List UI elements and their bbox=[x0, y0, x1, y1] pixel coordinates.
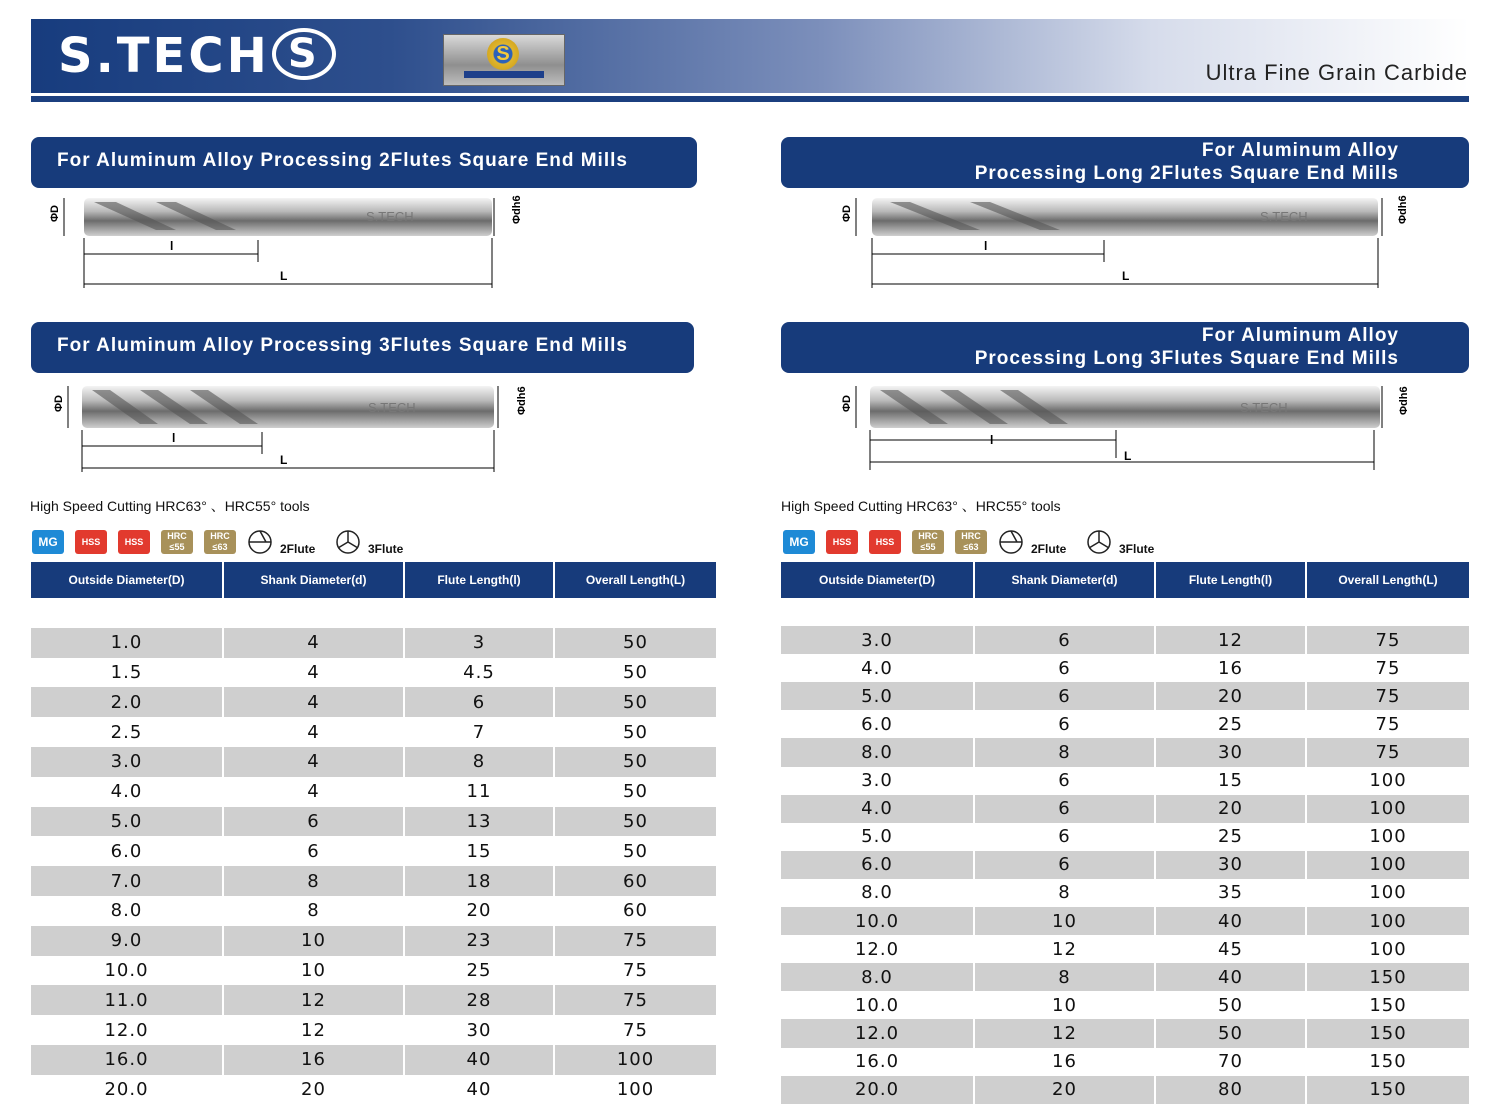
table-row bbox=[781, 682, 1469, 710]
diameter-label: ΦD bbox=[841, 395, 853, 412]
table-cell: 16 bbox=[223, 1045, 404, 1075]
tool-marking: S.TECH bbox=[366, 209, 414, 224]
overall-length-label: L bbox=[1122, 269, 1130, 283]
table-cell: 8 bbox=[974, 963, 1155, 991]
table-cell: 150 bbox=[1306, 963, 1469, 991]
icon-row-left bbox=[32, 530, 432, 560]
tagline: Ultra Fine Grain Carbide bbox=[1205, 60, 1468, 85]
table-cell: 75 bbox=[1306, 682, 1469, 710]
table-cell: 50 bbox=[1155, 991, 1306, 1019]
table-cell: 50 bbox=[554, 717, 716, 747]
table-cell: 6 bbox=[974, 626, 1155, 654]
table-cell: 50 bbox=[554, 658, 716, 688]
table-header-row bbox=[781, 562, 1469, 598]
table-cell: 80 bbox=[1155, 1076, 1306, 1104]
table-cell: 150 bbox=[1306, 1019, 1469, 1047]
table-cell: 25 bbox=[404, 956, 554, 986]
table-cell: 6 bbox=[974, 851, 1155, 879]
tool-marking: S.TECH bbox=[1260, 209, 1308, 224]
drawing-3flutes bbox=[40, 382, 540, 478]
table-cell: 11.0 bbox=[31, 985, 223, 1015]
two-flute-label: 2Flute bbox=[280, 542, 316, 556]
table-row bbox=[781, 935, 1469, 963]
table-row bbox=[31, 866, 716, 896]
table-cell: 6 bbox=[974, 795, 1155, 823]
table-cell: 60 bbox=[554, 896, 716, 926]
table-cell: 2.0 bbox=[31, 687, 223, 717]
table-row bbox=[781, 738, 1469, 766]
table-cell: 6 bbox=[404, 687, 554, 717]
table-cell: 10.0 bbox=[781, 991, 974, 1019]
table-spacer bbox=[31, 598, 716, 628]
table-cell: 16.0 bbox=[31, 1045, 223, 1075]
table-cell: 12.0 bbox=[781, 1019, 974, 1047]
table-header-row bbox=[31, 562, 716, 598]
drawing-long-2flutes bbox=[830, 192, 1410, 294]
column-header: Outside Diameter(D) bbox=[31, 562, 223, 598]
table-cell: 16.0 bbox=[781, 1048, 974, 1076]
table-cell: 3 bbox=[404, 628, 554, 658]
mg-coating-icon: MG bbox=[32, 530, 64, 554]
overall-length-label: L bbox=[280, 453, 288, 467]
table-cell: 20 bbox=[974, 1076, 1155, 1104]
table-cell: 1.0 bbox=[31, 628, 223, 658]
overall-length-label: L bbox=[280, 269, 288, 283]
table-cell: 50 bbox=[554, 836, 716, 866]
banner-long-2flutes-line1: For Aluminum Alloy bbox=[1201, 140, 1399, 161]
column-header: Shank Diameter(d) bbox=[223, 562, 404, 598]
material-icon-1: HSS bbox=[826, 530, 858, 554]
table-cell: 30 bbox=[1155, 851, 1306, 879]
table-cell: 1.5 bbox=[31, 658, 223, 688]
table-cell: 8.0 bbox=[781, 879, 974, 907]
table-cell: 16 bbox=[974, 1048, 1155, 1076]
caption-left: High Speed Cutting HRC63° 、HRC55° tools bbox=[30, 498, 310, 514]
table-cell: 9.0 bbox=[31, 926, 223, 956]
table-cell: 12.0 bbox=[31, 1015, 223, 1045]
table-cell: 10 bbox=[974, 991, 1155, 1019]
table-cell: 6 bbox=[974, 823, 1155, 851]
table-row bbox=[31, 687, 716, 717]
mg-coating-icon: MG bbox=[783, 530, 815, 554]
table-row bbox=[781, 907, 1469, 935]
table-cell: 7.0 bbox=[31, 866, 223, 896]
table-cell: 16 bbox=[1155, 654, 1306, 682]
table-cell: 50 bbox=[1155, 1019, 1306, 1047]
brand-text: S.TECH bbox=[58, 28, 270, 84]
two-flute-icon bbox=[244, 530, 280, 556]
table-cell: 11 bbox=[404, 777, 554, 807]
table-row bbox=[781, 851, 1469, 879]
drawing-long-3flutes bbox=[830, 382, 1410, 478]
diameter-label: ΦD bbox=[49, 205, 61, 222]
s-tech-emblem-icon bbox=[443, 34, 565, 86]
table-row bbox=[31, 777, 716, 807]
table-cell: 8.0 bbox=[781, 963, 974, 991]
table-cell: 15 bbox=[404, 836, 554, 866]
table-row bbox=[31, 836, 716, 866]
table-cell: 4.0 bbox=[31, 777, 223, 807]
table-cell: 4.0 bbox=[781, 795, 974, 823]
diameter-label: ΦD bbox=[841, 205, 853, 222]
table-cell: 45 bbox=[1155, 935, 1306, 963]
table-cell: 7 bbox=[404, 717, 554, 747]
material-icon-2: HSS bbox=[869, 530, 901, 554]
table-row bbox=[781, 1048, 1469, 1076]
two-flute-icon bbox=[995, 530, 1031, 556]
flute-length-label: l bbox=[990, 433, 994, 447]
flute-length-label: l bbox=[172, 431, 176, 445]
table-cell: 10 bbox=[974, 907, 1155, 935]
table-cell: 20.0 bbox=[31, 1075, 223, 1105]
table-cell: 20.0 bbox=[781, 1076, 974, 1104]
table-row bbox=[781, 654, 1469, 682]
table-cell: 4 bbox=[223, 717, 404, 747]
header-rule bbox=[31, 96, 1469, 102]
table-row bbox=[31, 1075, 716, 1105]
hrc63-icon: HRC ≤63 bbox=[955, 530, 987, 554]
table-row bbox=[31, 926, 716, 956]
table-cell: 6 bbox=[974, 654, 1155, 682]
table-cell: 40 bbox=[404, 1045, 554, 1075]
flute-length-label: l bbox=[984, 239, 988, 253]
table-cell: 6 bbox=[223, 807, 404, 837]
table-cell: 100 bbox=[1306, 907, 1469, 935]
table-row bbox=[31, 628, 716, 658]
table-row bbox=[31, 985, 716, 1015]
table-row bbox=[31, 807, 716, 837]
column-header: Flute Length(l) bbox=[404, 562, 554, 598]
column-header: Overall Length(L) bbox=[554, 562, 716, 598]
table-row bbox=[31, 896, 716, 926]
table-cell: 100 bbox=[1306, 767, 1469, 795]
drawing-2flutes bbox=[36, 192, 536, 294]
table-cell: 5.0 bbox=[31, 807, 223, 837]
table-cell: 100 bbox=[554, 1075, 716, 1105]
table-cell: 4 bbox=[223, 658, 404, 688]
table-cell: 10.0 bbox=[31, 956, 223, 986]
table-cell: 12.0 bbox=[781, 935, 974, 963]
hrc55-icon: HRC ≤55 bbox=[161, 530, 193, 554]
table-cell: 6 bbox=[223, 836, 404, 866]
shank-label: Φdh6 bbox=[1398, 386, 1410, 415]
table-cell: 4 bbox=[223, 747, 404, 777]
table-cell: 8.0 bbox=[31, 896, 223, 926]
diameter-label: ΦD bbox=[53, 395, 65, 412]
material-icon-2: HSS bbox=[118, 530, 150, 554]
table-cell: 8 bbox=[404, 747, 554, 777]
table-cell: 6 bbox=[974, 767, 1155, 795]
table-cell: 5.0 bbox=[781, 682, 974, 710]
table-cell: 40 bbox=[404, 1075, 554, 1105]
table-cell: 75 bbox=[554, 1015, 716, 1045]
table-cell: 100 bbox=[1306, 879, 1469, 907]
column-header: Shank Diameter(d) bbox=[974, 562, 1155, 598]
banner-2flutes: For Aluminum Alloy Processing 2Flutes Square End Mills bbox=[31, 137, 697, 188]
banner-long-3flutes-line1: For Aluminum Alloy bbox=[1201, 325, 1399, 346]
table-cell: 3.0 bbox=[781, 767, 974, 795]
table-cell: 15 bbox=[1155, 767, 1306, 795]
flute-length-label: l bbox=[170, 239, 174, 253]
table-row bbox=[781, 710, 1469, 738]
table-row bbox=[781, 767, 1469, 795]
table-cell: 8 bbox=[974, 879, 1155, 907]
table-cell: 13 bbox=[404, 807, 554, 837]
caption-right: High Speed Cutting HRC63° 、HRC55° tools bbox=[781, 498, 1061, 514]
table-row bbox=[781, 1076, 1469, 1104]
banner-long-2flutes bbox=[781, 137, 1469, 188]
table-cell: 6 bbox=[974, 682, 1155, 710]
table-cell: 8 bbox=[223, 896, 404, 926]
table-cell: 40 bbox=[1155, 907, 1306, 935]
banner-long-2flutes-line2: Processing Long 2Flutes Square End Mills bbox=[974, 163, 1399, 184]
table-cell: 25 bbox=[1155, 710, 1306, 738]
table-row bbox=[781, 626, 1469, 654]
table-cell: 4.0 bbox=[781, 654, 974, 682]
table-cell: 100 bbox=[1306, 823, 1469, 851]
table-cell: 10 bbox=[223, 926, 404, 956]
hrc55-icon: HRC ≤55 bbox=[912, 530, 944, 554]
table-row bbox=[31, 658, 716, 688]
table-row bbox=[31, 717, 716, 747]
table-cell: 12 bbox=[223, 985, 404, 1015]
table-cell: 60 bbox=[554, 866, 716, 896]
emblem-disc: S bbox=[487, 38, 519, 70]
table-cell: 3.0 bbox=[781, 626, 974, 654]
three-flute-icon bbox=[332, 530, 368, 556]
table-row bbox=[31, 956, 716, 986]
shank-label: Φdh6 bbox=[516, 386, 528, 415]
spec-table-right bbox=[781, 562, 1469, 1104]
table-cell: 30 bbox=[1155, 738, 1306, 766]
table-cell: 8 bbox=[974, 738, 1155, 766]
brand-circle-mark: S bbox=[272, 28, 336, 80]
table-row bbox=[781, 795, 1469, 823]
table-cell: 4 bbox=[223, 687, 404, 717]
table-row bbox=[781, 963, 1469, 991]
table-cell: 75 bbox=[1306, 654, 1469, 682]
table-cell: 4 bbox=[223, 628, 404, 658]
table-cell: 6.0 bbox=[31, 836, 223, 866]
table-row bbox=[781, 879, 1469, 907]
table-cell: 18 bbox=[404, 866, 554, 896]
two-flute-label: 2Flute bbox=[1031, 542, 1067, 556]
table-cell: 35 bbox=[1155, 879, 1306, 907]
table-cell: 50 bbox=[554, 777, 716, 807]
hrc63-icon: HRC ≤63 bbox=[204, 530, 236, 554]
banner-long-3flutes-line2: Processing Long 3Flutes Square End Mills bbox=[974, 348, 1399, 369]
table-cell: 150 bbox=[1306, 1048, 1469, 1076]
table-cell: 20 bbox=[404, 896, 554, 926]
table-cell: 8 bbox=[223, 866, 404, 896]
table-cell: 3.0 bbox=[31, 747, 223, 777]
table-cell: 75 bbox=[554, 985, 716, 1015]
emblem-strip bbox=[464, 71, 544, 78]
column-header: Overall Length(L) bbox=[1306, 562, 1469, 598]
three-flute-icon bbox=[1083, 530, 1119, 556]
shank-label: Φdh6 bbox=[1397, 195, 1409, 224]
column-header: Outside Diameter(D) bbox=[781, 562, 974, 598]
brand-logo bbox=[58, 28, 336, 84]
table-cell: 12 bbox=[974, 935, 1155, 963]
column-header: Flute Length(l) bbox=[1155, 562, 1306, 598]
table-cell: 40 bbox=[1155, 963, 1306, 991]
table-cell: 23 bbox=[404, 926, 554, 956]
table-cell: 75 bbox=[1306, 710, 1469, 738]
table-cell: 4 bbox=[223, 777, 404, 807]
table-cell: 100 bbox=[1306, 851, 1469, 879]
table-row bbox=[781, 991, 1469, 1019]
three-flute-label: 3Flute bbox=[368, 542, 404, 556]
table-cell: 50 bbox=[554, 628, 716, 658]
tool-marking: S.TECH bbox=[1240, 400, 1288, 415]
table-cell: 100 bbox=[1306, 795, 1469, 823]
spec-table-left bbox=[31, 562, 716, 1105]
table-cell: 75 bbox=[1306, 626, 1469, 654]
table-spacer bbox=[781, 598, 1469, 626]
table-cell: 20 bbox=[223, 1075, 404, 1105]
table-cell: 50 bbox=[554, 687, 716, 717]
banner-long-3flutes bbox=[781, 322, 1469, 373]
table-cell: 70 bbox=[1155, 1048, 1306, 1076]
table-cell: 100 bbox=[1306, 935, 1469, 963]
table-cell: 12 bbox=[223, 1015, 404, 1045]
table-cell: 50 bbox=[554, 807, 716, 837]
table-cell: 10.0 bbox=[781, 907, 974, 935]
three-flute-label: 3Flute bbox=[1119, 542, 1155, 556]
table-cell: 150 bbox=[1306, 1076, 1469, 1104]
banner-3flutes: For Aluminum Alloy Processing 3Flutes Square End Mills bbox=[31, 322, 694, 373]
table-cell: 150 bbox=[1306, 991, 1469, 1019]
table-cell: 10 bbox=[223, 956, 404, 986]
table-cell: 25 bbox=[1155, 823, 1306, 851]
table-row bbox=[31, 747, 716, 777]
table-cell: 6.0 bbox=[781, 710, 974, 738]
table-cell: 6.0 bbox=[781, 851, 974, 879]
table-cell: 8.0 bbox=[781, 738, 974, 766]
table-cell: 12 bbox=[1155, 626, 1306, 654]
table-cell: 75 bbox=[1306, 738, 1469, 766]
table-row bbox=[31, 1015, 716, 1045]
table-cell: 75 bbox=[554, 956, 716, 986]
table-cell: 20 bbox=[1155, 795, 1306, 823]
table-cell: 100 bbox=[554, 1045, 716, 1075]
table-cell: 2.5 bbox=[31, 717, 223, 747]
table-cell: 30 bbox=[404, 1015, 554, 1045]
shank-label: Φdh6 bbox=[511, 195, 523, 224]
table-cell: 5.0 bbox=[781, 823, 974, 851]
table-cell: 28 bbox=[404, 985, 554, 1015]
tool-marking: S.TECH bbox=[368, 400, 416, 415]
table-cell: 4.5 bbox=[404, 658, 554, 688]
table-cell: 75 bbox=[554, 926, 716, 956]
table-row bbox=[781, 823, 1469, 851]
table-cell: 20 bbox=[1155, 682, 1306, 710]
overall-length-label: L bbox=[1124, 449, 1132, 463]
icon-row-right bbox=[783, 530, 1183, 560]
table-cell: 50 bbox=[554, 747, 716, 777]
table-row bbox=[781, 1019, 1469, 1047]
table-row bbox=[31, 1045, 716, 1075]
material-icon-1: HSS bbox=[75, 530, 107, 554]
table-cell: 6 bbox=[974, 710, 1155, 738]
table-cell: 12 bbox=[974, 1019, 1155, 1047]
